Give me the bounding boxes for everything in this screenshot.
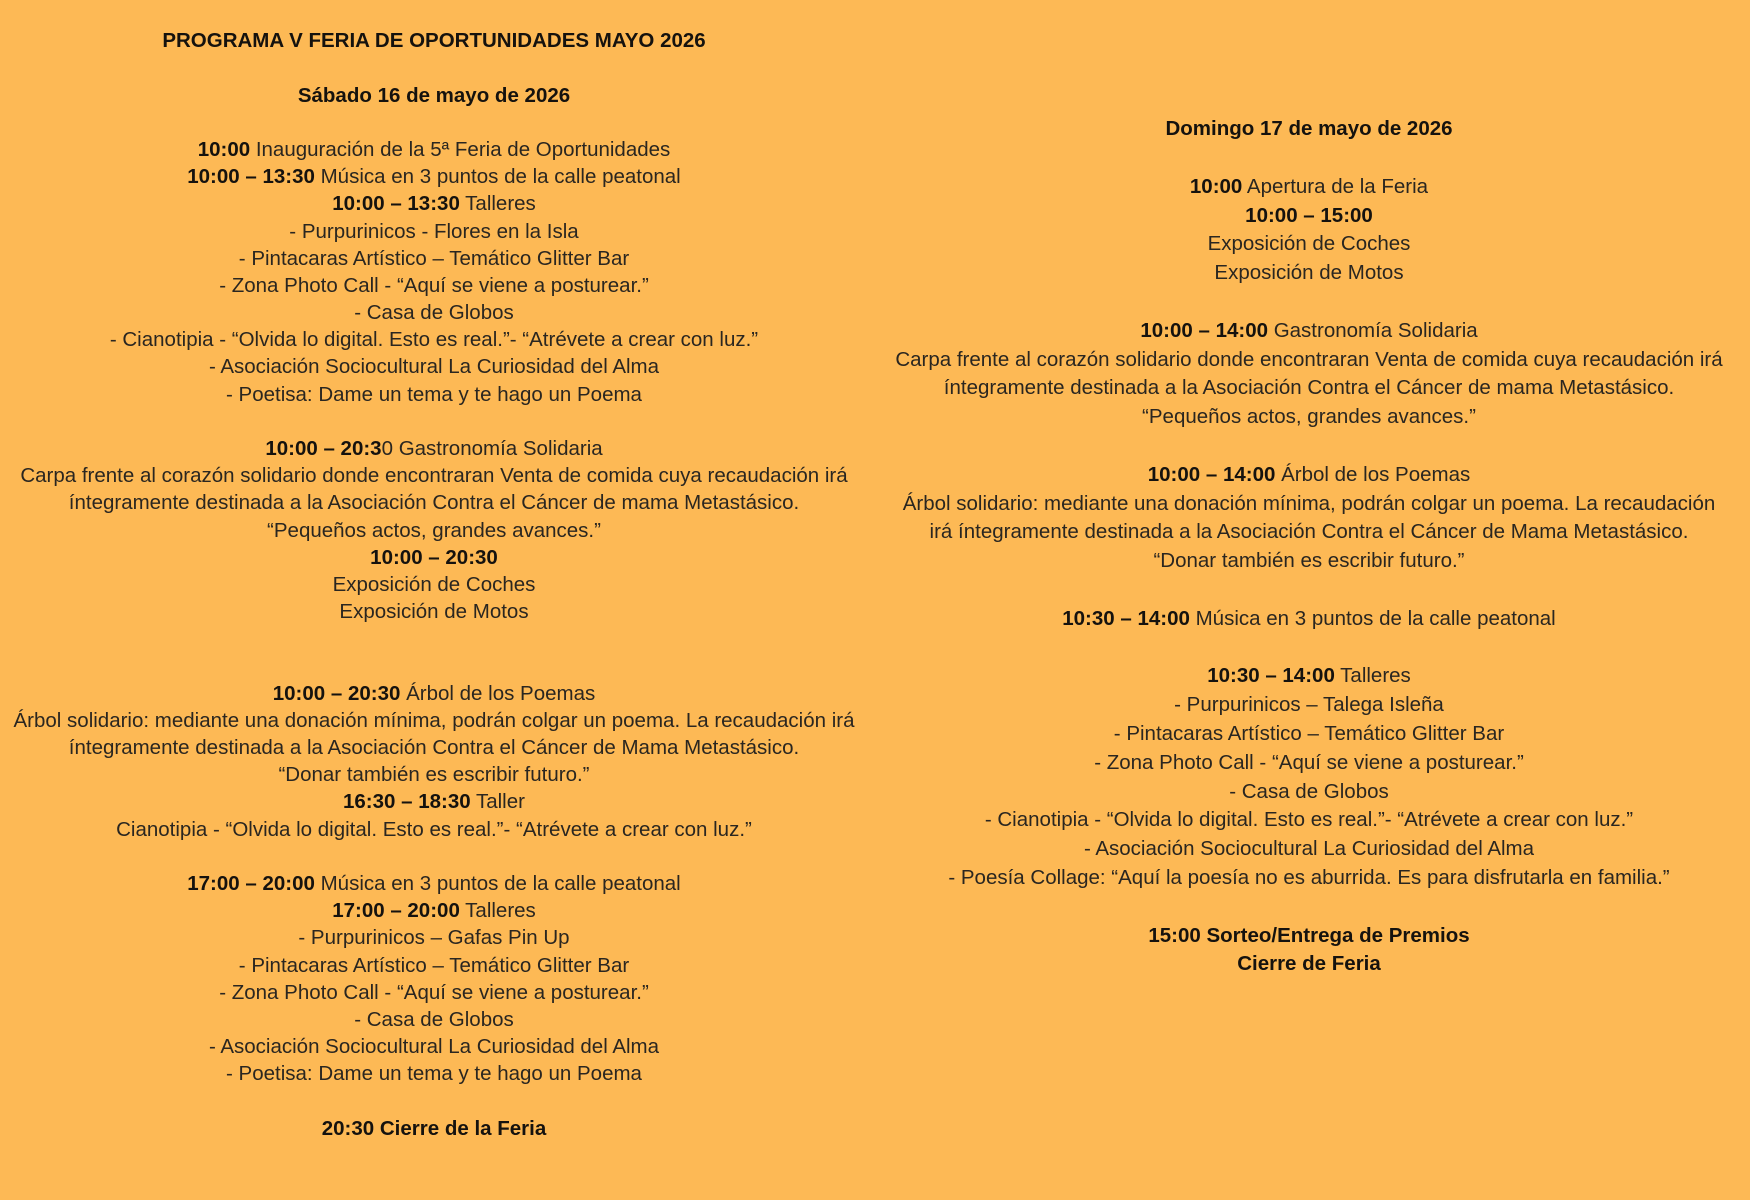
schedule-text: íntegramente destinada a la Asociación Contra el Cáncer de Mama Metastásico.: [68, 736, 800, 760]
schedule-line: [868, 662, 1750, 691]
schedule-text: - Casa de Globos: [354, 1007, 514, 1031]
schedule-time: 10:00: [1189, 174, 1243, 198]
schedule-text: Árbol solidario: mediante una donación mínima, podrán colgar un poema. La recaudación: [902, 491, 1716, 515]
schedule-text: Exposición de Motos: [1214, 261, 1404, 285]
schedule-line: [0, 218, 868, 245]
schedule-line: [0, 870, 868, 897]
spacer: [868, 634, 1750, 663]
schedule-text: Inauguración de la 5ª Feria de Oportunidades: [250, 137, 671, 161]
schedule-line: [0, 462, 868, 489]
schedule-time: 17:00 – 20:00: [187, 872, 315, 895]
schedule-text: Árbol de los Poemas: [400, 681, 596, 705]
schedule-line: [0, 897, 868, 924]
schedule-text: - Pintacaras Artístico – Temático Glitter Bar: [238, 953, 630, 977]
schedule-text: 0 Gastronomía Solidaria: [381, 437, 603, 460]
schedule-line: [868, 461, 1750, 490]
schedule-line: [0, 734, 868, 761]
spacer: [0, 1088, 868, 1115]
schedule-text: - Casa de Globos: [1229, 779, 1389, 803]
schedule-time: Cierre de Feria: [1237, 952, 1381, 976]
schedule-line: [868, 518, 1750, 547]
schedule-line: [868, 317, 1750, 346]
schedule-line: [0, 381, 868, 408]
spacer: [868, 288, 1750, 317]
schedule-line: [0, 517, 868, 544]
schedule-text: irá íntegramente destinada a la Asociación Contra el Cáncer de Mama Metastásico.: [929, 520, 1689, 544]
schedule-time: 10:00 – 20:30: [272, 681, 401, 705]
schedule-line: [868, 547, 1750, 576]
schedule-line: [868, 950, 1750, 979]
schedule-text: Talleres: [1334, 664, 1411, 688]
schedule-line: [868, 202, 1750, 231]
schedule-text: - Casa de Globos: [354, 301, 514, 325]
schedule-line: [0, 924, 868, 951]
schedule-time: 10:00 – 20:30: [370, 545, 498, 569]
schedule-line: [0, 190, 868, 217]
schedule-time: 16:30 – 18:30: [343, 790, 471, 814]
schedule-line: [868, 864, 1750, 893]
schedule-line: [868, 691, 1750, 720]
schedule-line: [868, 749, 1750, 778]
schedule-text: Árbol solidario: mediante una donación mínima, podrán colgar un poema. La recaudación irá: [13, 708, 855, 732]
schedule-line: [868, 835, 1750, 864]
schedule-time: 10:00 – 15:00: [1245, 203, 1373, 227]
schedule-text: Exposición de Motos: [339, 600, 529, 624]
sunday-heading: Domingo 17 de mayo de 2026: [1165, 117, 1453, 141]
schedule-text: - Poesía Collage: “Aquí la poesía no es aburrida. Es para disfrutarla en familia.”: [948, 865, 1670, 889]
schedule-text: - Purpurinicos – Talega Isleña: [1174, 693, 1444, 717]
schedule-text: “Pequeños actos, grandes avances.”: [267, 518, 601, 542]
schedule-time: 10:30 – 14:00: [1207, 664, 1335, 688]
schedule-line: [868, 720, 1750, 749]
schedule-line: [0, 1033, 868, 1060]
schedule-time: 10:00 – 13:30: [187, 165, 315, 189]
schedule-text: íntegramente destinada a la Asociación Contra el Cáncer de mama Metastásico.: [68, 491, 800, 515]
schedule-text: - Purpurinicos – Gafas Pin Up: [298, 926, 570, 950]
schedule-time: 10:00 – 20:3: [265, 437, 382, 460]
schedule-text: Árbol de los Poemas: [1275, 462, 1471, 486]
schedule-line: [0, 761, 868, 788]
schedule-text: Música en 3 puntos de la calle peatonal: [314, 165, 681, 189]
schedule-line: [868, 806, 1750, 835]
schedule-time: 17:00 – 20:00: [332, 899, 460, 923]
schedule-text: “Donar también es escribir futuro.”: [278, 763, 590, 787]
schedule-line: [0, 272, 868, 299]
schedule-text: - Poetisa: Dame un tema y te hago un Poema: [226, 1062, 642, 1086]
schedule-line: [868, 605, 1750, 634]
schedule-text: Carpa frente al corazón solidario donde encontraran Venta de comida cuya recaudación irá: [20, 464, 848, 488]
schedule-line: [868, 403, 1750, 432]
sunday-schedule: [868, 173, 1750, 979]
schedule-text: Carpa frente al corazón solidario donde encontraran Venta de comida cuya recaudación irá: [895, 347, 1723, 371]
schedule-text: Apertura de la Feria: [1242, 174, 1429, 198]
schedule-text: Música en 3 puntos de la calle peatonal: [314, 872, 681, 895]
schedule-text: - Asociación Sociocultural La Curiosidad del Alma: [1083, 837, 1535, 861]
schedule-text: Cianotipia - “Olvida lo digital. Esto es real.”- “Atrévete a crear con luz.”: [116, 817, 752, 841]
schedule-line: [0, 489, 868, 516]
schedule-line: [0, 707, 868, 734]
schedule-text: Talleres: [459, 899, 536, 923]
schedule-line: [868, 173, 1750, 202]
schedule-text: íntegramente destinada a la Asociación Contra el Cáncer de mama Metastásico.: [943, 376, 1675, 400]
schedule-text: - Zona Photo Call - “Aquí se viene a posturear.”: [1094, 750, 1524, 774]
schedule-text: Taller: [470, 790, 525, 814]
schedule-time: 10:00: [197, 137, 251, 161]
schedule-line: [868, 778, 1750, 807]
schedule-time: 10:00 – 14:00: [1140, 318, 1268, 342]
schedule-text: - Poetisa: Dame un tema y te hago un Poema: [226, 382, 642, 406]
schedule-time: 10:00 – 14:00: [1147, 462, 1276, 486]
schedule-time: 10:00 – 13:30: [332, 192, 460, 216]
spacer: [0, 408, 868, 435]
schedule-text: - Zona Photo Call - “Aquí se viene a posturear.”: [219, 980, 649, 1004]
schedule-line: [0, 680, 868, 707]
schedule-line: [0, 571, 868, 598]
schedule-line: [868, 259, 1750, 288]
schedule-text: “Pequeños actos, grandes avances.”: [1142, 405, 1476, 429]
schedule-line: [0, 353, 868, 380]
schedule-time: 10:30 – 14:00: [1062, 606, 1190, 630]
schedule-line: [0, 952, 868, 979]
schedule-line: [0, 163, 868, 190]
schedule-line: [0, 136, 868, 163]
schedule-time: 15:00 Sorteo/Entrega de Premios: [1148, 923, 1470, 947]
schedule-text: “Donar también es escribir futuro.”: [1153, 549, 1465, 573]
schedule-text: - Asociación Sociocultural La Curiosidad del Alma: [208, 1035, 660, 1059]
schedule-text: - Purpurinicos - Flores en la Isla: [289, 219, 579, 243]
spacer: [868, 576, 1750, 605]
schedule-line: [868, 490, 1750, 519]
saturday-column: [0, 0, 868, 1142]
sunday-column: [868, 0, 1750, 979]
schedule-line: [0, 1060, 868, 1087]
spacer: [868, 432, 1750, 461]
schedule-time: 20:30 Cierre de la Feria: [321, 1116, 547, 1140]
schedule-line: [0, 1006, 868, 1033]
schedule-text: - Zona Photo Call - “Aquí se viene a posturear.”: [219, 273, 649, 297]
schedule-line: [868, 922, 1750, 951]
schedule-text: - Pintacaras Artístico – Temático Glitter Bar: [1113, 721, 1505, 745]
spacer: [0, 625, 868, 652]
schedule-text: Gastronomía Solidaria: [1268, 318, 1478, 342]
spacer: [0, 843, 868, 870]
schedule-text: Talleres: [459, 192, 536, 216]
spacer: [0, 653, 868, 680]
schedule-line: [0, 1115, 868, 1142]
schedule-text: Exposición de Coches: [1207, 232, 1411, 256]
schedule-line: [0, 299, 868, 326]
schedule-text: - Asociación Sociocultural La Curiosidad del Alma: [208, 355, 660, 379]
schedule-line: [0, 598, 868, 625]
schedule-line: [868, 374, 1750, 403]
schedule-text: - Pintacaras Artístico – Temático Glitter Bar: [238, 246, 630, 270]
schedule-text: - Cianotipia - “Olvida lo digital. Esto es real.”- “Atrévete a crear con luz.”: [109, 328, 759, 352]
schedule-text: Exposición de Coches: [332, 572, 536, 596]
schedule-text: - Cianotipia - “Olvida lo digital. Esto es real.”- “Atrévete a crear con luz.”: [984, 808, 1634, 832]
saturday-heading: Sábado 16 de mayo de 2026: [297, 83, 571, 107]
schedule-line: [0, 816, 868, 843]
schedule-line: [0, 435, 868, 462]
schedule-line: [0, 245, 868, 272]
schedule-text: Música en 3 puntos de la calle peatonal: [1189, 606, 1556, 630]
saturday-schedule: [0, 136, 868, 1142]
schedule-line: [0, 544, 868, 571]
schedule-line: [868, 230, 1750, 259]
schedule-line: [0, 788, 868, 815]
schedule-line: [868, 346, 1750, 375]
spacer: [868, 893, 1750, 922]
schedule-line: [0, 326, 868, 353]
program-title: PROGRAMA V FERIA DE OPORTUNIDADES MAYO 2026: [162, 29, 706, 53]
schedule-line: [0, 979, 868, 1006]
